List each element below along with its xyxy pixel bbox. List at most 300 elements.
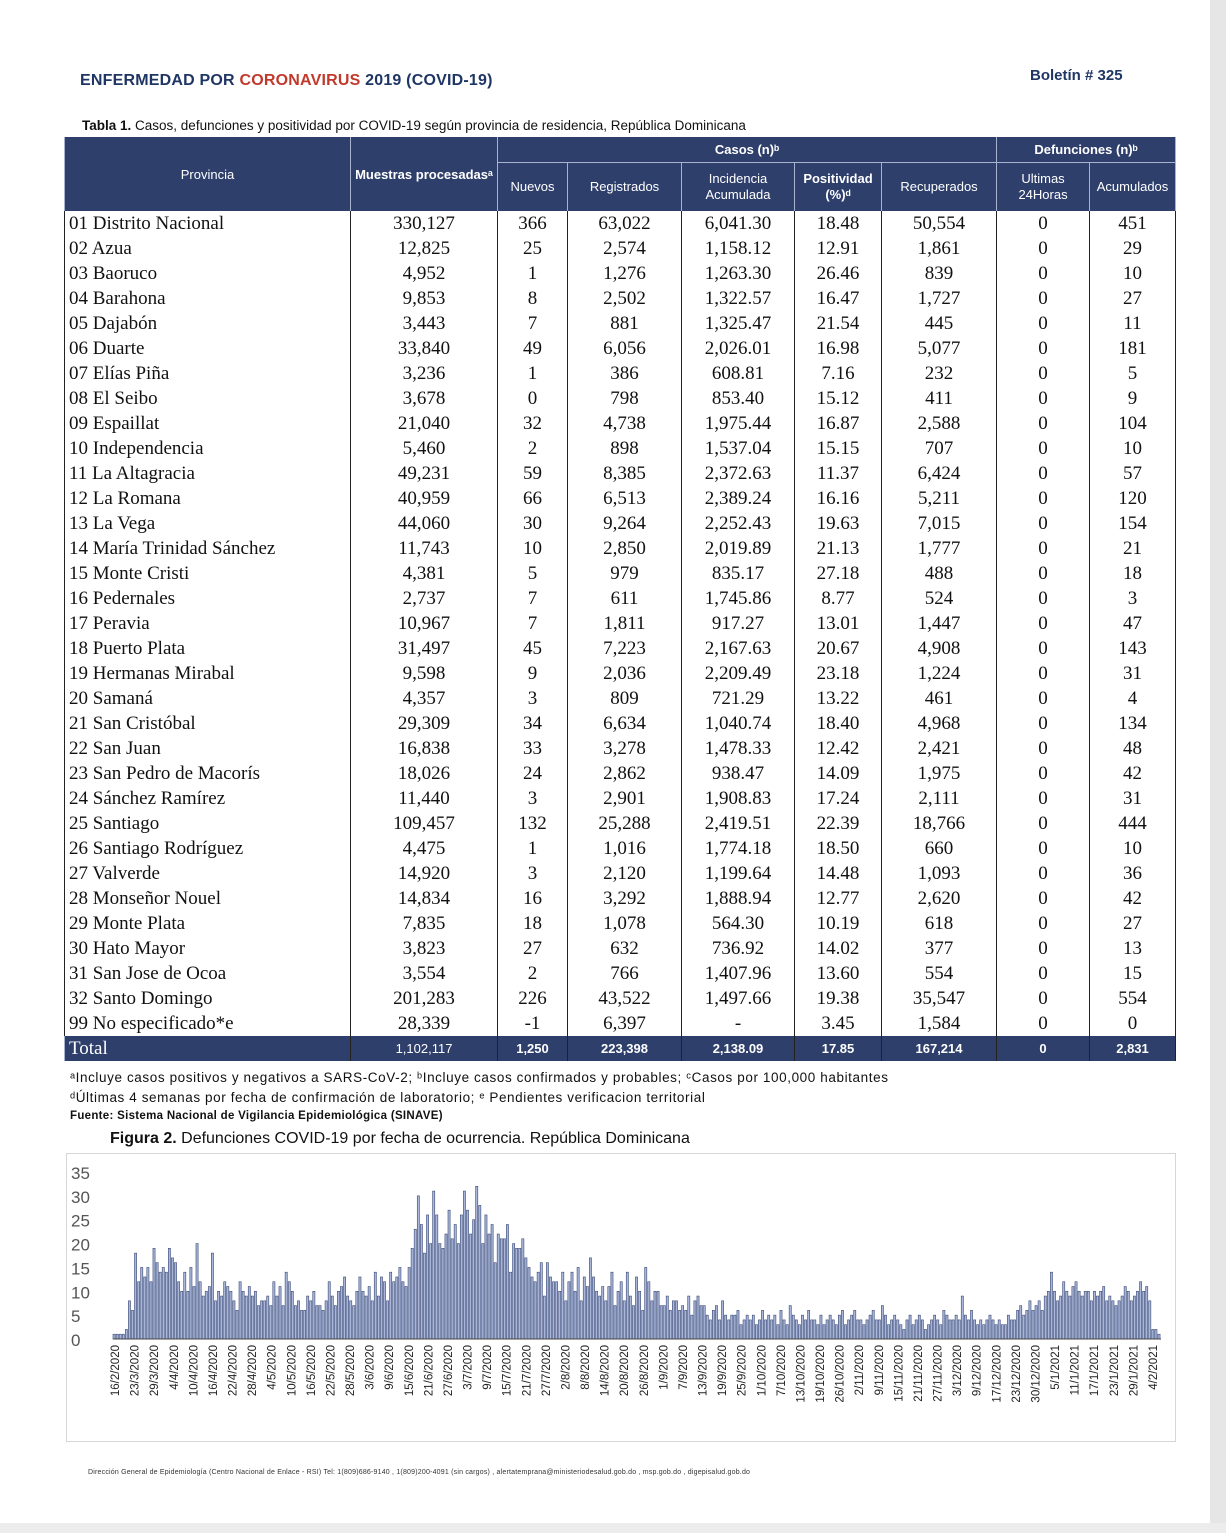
bar bbox=[368, 1287, 370, 1339]
x-tick-label: 4/5/2020 bbox=[266, 1345, 279, 1390]
bar bbox=[1060, 1296, 1062, 1339]
bar bbox=[1124, 1287, 1126, 1339]
bar bbox=[1078, 1291, 1080, 1339]
bar bbox=[857, 1320, 859, 1339]
cell-incidencia: 1,497.66 bbox=[682, 986, 795, 1011]
bar bbox=[571, 1272, 573, 1339]
bar bbox=[970, 1310, 972, 1339]
bar bbox=[887, 1325, 889, 1339]
cell-nuevos: 33 bbox=[498, 736, 568, 761]
bar bbox=[749, 1320, 751, 1339]
bar bbox=[755, 1325, 757, 1339]
bar bbox=[374, 1272, 376, 1339]
bar bbox=[1136, 1291, 1138, 1339]
cell-acumulados: 134 bbox=[1090, 711, 1176, 736]
bar bbox=[734, 1315, 736, 1339]
x-tick-label: 9/12/2020 bbox=[971, 1345, 984, 1397]
col-positividad: Positividad (%)ᵈ bbox=[795, 163, 882, 212]
table-row bbox=[65, 261, 1176, 286]
bar bbox=[875, 1320, 877, 1339]
cell-muestras: 3,823 bbox=[351, 936, 498, 961]
bar bbox=[313, 1291, 315, 1339]
cell-ultimas-24h: 0 bbox=[997, 686, 1090, 711]
table-row bbox=[65, 336, 1176, 361]
bar bbox=[423, 1253, 425, 1339]
bar bbox=[138, 1282, 140, 1339]
cell-recuperados: 2,588 bbox=[882, 411, 997, 436]
cell-muestras: 3,236 bbox=[351, 361, 498, 386]
bar bbox=[811, 1320, 813, 1339]
table-row bbox=[65, 711, 1176, 736]
cell-registrados: 881 bbox=[568, 311, 682, 336]
bar bbox=[642, 1310, 644, 1339]
x-tick-label: 9/11/2020 bbox=[873, 1345, 886, 1396]
bar bbox=[230, 1291, 232, 1339]
x-tick-label: 26/10/2020 bbox=[834, 1345, 847, 1403]
cell-acumulados: 444 bbox=[1090, 811, 1176, 836]
bar bbox=[943, 1310, 945, 1339]
cell-provincia: 99 No especificado*e bbox=[65, 1011, 351, 1036]
cell-acumulados: 104 bbox=[1090, 411, 1176, 436]
table-row bbox=[65, 786, 1176, 811]
table-row bbox=[65, 211, 1176, 236]
bar bbox=[442, 1248, 444, 1339]
bar bbox=[552, 1282, 554, 1339]
bar bbox=[592, 1277, 594, 1339]
bar bbox=[798, 1325, 800, 1339]
bulletin-number: Boletín # 325 bbox=[1030, 67, 1123, 84]
bar bbox=[162, 1267, 164, 1339]
bar bbox=[596, 1291, 598, 1339]
footnote-2: ᵈÚltimas 4 semanas por fecha de confirmación de laboratorio; ᵉ Pendientes verificacion territorial bbox=[70, 1090, 706, 1105]
x-tick-label: 14/8/2020 bbox=[599, 1345, 612, 1397]
bar bbox=[1069, 1296, 1071, 1339]
cell-recuperados: 660 bbox=[882, 836, 997, 861]
cell-provincia: 15 Monte Cristi bbox=[65, 561, 351, 586]
cell-acumulados: 42 bbox=[1090, 761, 1176, 786]
cell-provincia: 08 El Seibo bbox=[65, 386, 351, 411]
total-cell-incidencia: 2,138.09 bbox=[682, 1036, 795, 1061]
bar bbox=[792, 1315, 794, 1339]
table-row bbox=[65, 611, 1176, 636]
cell-muestras: 9,598 bbox=[351, 661, 498, 686]
bar bbox=[878, 1320, 880, 1339]
bar bbox=[602, 1287, 604, 1339]
bar bbox=[814, 1320, 816, 1339]
bar bbox=[1139, 1282, 1141, 1339]
bar bbox=[282, 1306, 284, 1339]
bar bbox=[556, 1282, 558, 1339]
bar bbox=[325, 1301, 327, 1339]
cell-acumulados: 5 bbox=[1090, 361, 1176, 386]
bar bbox=[337, 1291, 339, 1339]
bar bbox=[1017, 1310, 1019, 1339]
bar bbox=[728, 1320, 730, 1339]
bar bbox=[946, 1315, 948, 1339]
bar bbox=[433, 1191, 435, 1339]
bar bbox=[663, 1306, 665, 1339]
cell-positividad: 16.98 bbox=[795, 336, 882, 361]
bar bbox=[242, 1291, 244, 1339]
bar bbox=[783, 1320, 785, 1339]
cell-recuperados: 461 bbox=[882, 686, 997, 711]
cell-muestras: 11,440 bbox=[351, 786, 498, 811]
table-row bbox=[65, 386, 1176, 411]
cell-recuperados: 554 bbox=[882, 961, 997, 986]
bar bbox=[549, 1277, 551, 1339]
bar bbox=[470, 1234, 472, 1339]
bar bbox=[316, 1306, 318, 1339]
bar bbox=[562, 1272, 564, 1339]
bar bbox=[1063, 1282, 1065, 1339]
cell-recuperados: 707 bbox=[882, 436, 997, 461]
cell-incidencia: 1,478.33 bbox=[682, 736, 795, 761]
covid-province-table bbox=[64, 137, 1176, 1061]
bar bbox=[629, 1296, 631, 1339]
bar bbox=[1001, 1325, 1003, 1339]
table-row bbox=[65, 686, 1176, 711]
bar bbox=[934, 1315, 936, 1339]
bar bbox=[1115, 1306, 1117, 1339]
cell-muestras: 16,838 bbox=[351, 736, 498, 761]
cell-incidencia: 2,419.51 bbox=[682, 811, 795, 836]
cell-provincia: 03 Baoruco bbox=[65, 261, 351, 286]
x-tick-label: 4/4/2020 bbox=[168, 1345, 181, 1390]
bar bbox=[500, 1239, 502, 1339]
cell-incidencia: 938.47 bbox=[682, 761, 795, 786]
cell-muestras: 9,853 bbox=[351, 286, 498, 311]
cell-acumulados: 10 bbox=[1090, 261, 1176, 286]
cell-incidencia: - bbox=[682, 1011, 795, 1036]
cell-registrados: 9,264 bbox=[568, 511, 682, 536]
bar bbox=[599, 1296, 601, 1339]
x-tick-label: 27/6/2020 bbox=[442, 1345, 455, 1397]
cell-recuperados: 2,111 bbox=[882, 786, 997, 811]
cell-muestras: 12,825 bbox=[351, 236, 498, 261]
cell-incidencia: 1,040.74 bbox=[682, 711, 795, 736]
cell-registrados: 1,811 bbox=[568, 611, 682, 636]
table-row bbox=[65, 311, 1176, 336]
cell-positividad: 16.16 bbox=[795, 486, 882, 511]
y-tick-label: 35 bbox=[71, 1164, 90, 1183]
cell-nuevos: 30 bbox=[498, 511, 568, 536]
bar bbox=[116, 1334, 118, 1339]
cell-incidencia: 2,167.63 bbox=[682, 636, 795, 661]
bar bbox=[307, 1296, 309, 1339]
cell-incidencia: 1,774.18 bbox=[682, 836, 795, 861]
cell-positividad: 26.46 bbox=[795, 261, 882, 286]
bar bbox=[251, 1296, 253, 1339]
cell-positividad: 18.48 bbox=[795, 211, 882, 236]
cell-incidencia: 1,537.04 bbox=[682, 436, 795, 461]
bar bbox=[359, 1277, 361, 1339]
col-recuperados: Recuperados bbox=[882, 163, 997, 212]
cell-registrados: 809 bbox=[568, 686, 682, 711]
cell-incidencia: 2,209.49 bbox=[682, 661, 795, 686]
cell-incidencia: 736.92 bbox=[682, 936, 795, 961]
bar bbox=[436, 1215, 438, 1339]
cell-recuperados: 445 bbox=[882, 311, 997, 336]
table-row bbox=[65, 886, 1176, 911]
cell-recuperados: 5,077 bbox=[882, 336, 997, 361]
x-tick-label: 27/11/2020 bbox=[932, 1345, 945, 1402]
bar bbox=[1152, 1329, 1154, 1339]
cell-muestras: 11,743 bbox=[351, 536, 498, 561]
bar bbox=[402, 1282, 404, 1339]
bar bbox=[405, 1287, 407, 1339]
bar bbox=[841, 1310, 843, 1339]
cell-registrados: 632 bbox=[568, 936, 682, 961]
bar bbox=[221, 1296, 223, 1339]
cell-recuperados: 488 bbox=[882, 561, 997, 586]
bar bbox=[150, 1282, 152, 1339]
x-tick-label: 9/6/2020 bbox=[384, 1345, 397, 1390]
cell-nuevos: 0 bbox=[498, 386, 568, 411]
cell-ultimas-24h: 0 bbox=[997, 661, 1090, 686]
x-tick-label: 17/1/2021 bbox=[1089, 1345, 1102, 1397]
cell-registrados: 2,120 bbox=[568, 861, 682, 886]
bar bbox=[350, 1301, 352, 1339]
group-casos: Casos (n)ᵇ bbox=[498, 137, 997, 163]
bar bbox=[881, 1306, 883, 1339]
cell-nuevos: 9 bbox=[498, 661, 568, 686]
table-row bbox=[65, 961, 1176, 986]
cell-ultimas-24h: 0 bbox=[997, 636, 1090, 661]
bar bbox=[196, 1244, 198, 1339]
cell-registrados: 6,634 bbox=[568, 711, 682, 736]
bar bbox=[199, 1282, 201, 1339]
bar bbox=[826, 1320, 828, 1339]
cell-registrados: 386 bbox=[568, 361, 682, 386]
cell-recuperados: 1,584 bbox=[882, 1011, 997, 1036]
bar bbox=[454, 1224, 456, 1339]
col-acumulados: Acumulados bbox=[1090, 163, 1176, 212]
bar bbox=[125, 1329, 127, 1339]
bar bbox=[758, 1320, 760, 1339]
x-tick-label: 7/9/2020 bbox=[678, 1345, 690, 1390]
bar bbox=[586, 1287, 588, 1339]
bar bbox=[122, 1334, 124, 1339]
bar bbox=[497, 1234, 499, 1339]
x-tick-label: 1/10/2020 bbox=[756, 1345, 769, 1397]
cell-registrados: 6,397 bbox=[568, 1011, 682, 1036]
bar bbox=[264, 1301, 266, 1339]
bar bbox=[1127, 1291, 1129, 1339]
total-cell-provincia: Total bbox=[65, 1036, 351, 1061]
cell-provincia: 31 San Jose de Ocoa bbox=[65, 961, 351, 986]
cell-positividad: 20.67 bbox=[795, 636, 882, 661]
bar bbox=[817, 1325, 819, 1339]
bar bbox=[682, 1306, 684, 1339]
bar bbox=[1103, 1287, 1105, 1339]
bar bbox=[387, 1301, 389, 1339]
bar bbox=[691, 1315, 693, 1339]
cell-ultimas-24h: 0 bbox=[997, 786, 1090, 811]
cell-registrados: 4,738 bbox=[568, 411, 682, 436]
cell-nuevos: 7 bbox=[498, 311, 568, 336]
bar bbox=[722, 1301, 724, 1339]
bar bbox=[135, 1253, 137, 1339]
cell-recuperados: 1,861 bbox=[882, 236, 997, 261]
cell-muestras: 5,460 bbox=[351, 436, 498, 461]
bar bbox=[285, 1272, 287, 1339]
cell-ultimas-24h: 0 bbox=[997, 261, 1090, 286]
bar bbox=[279, 1287, 281, 1339]
cell-nuevos: 2 bbox=[498, 961, 568, 986]
bar bbox=[906, 1320, 908, 1339]
cell-recuperados: 618 bbox=[882, 911, 997, 936]
total-cell-ultimas-24h: 0 bbox=[997, 1036, 1090, 1061]
bar bbox=[694, 1301, 696, 1339]
y-tick-label: 15 bbox=[71, 1259, 90, 1279]
bar bbox=[651, 1301, 653, 1339]
x-tick-label: 19/10/2020 bbox=[815, 1345, 828, 1403]
cell-positividad: 12.77 bbox=[795, 886, 882, 911]
bar bbox=[725, 1315, 727, 1339]
bar bbox=[291, 1291, 293, 1339]
bar bbox=[608, 1287, 610, 1339]
cell-incidencia: 1,407.96 bbox=[682, 961, 795, 986]
bar bbox=[672, 1301, 674, 1339]
cell-incidencia: 1,263.30 bbox=[682, 261, 795, 286]
cell-ultimas-24h: 0 bbox=[997, 961, 1090, 986]
bar bbox=[980, 1320, 982, 1339]
bar bbox=[328, 1282, 330, 1339]
cell-acumulados: 48 bbox=[1090, 736, 1176, 761]
table-row bbox=[65, 286, 1176, 311]
bar bbox=[780, 1310, 782, 1339]
cell-nuevos: 366 bbox=[498, 211, 568, 236]
bar bbox=[848, 1320, 850, 1339]
document-title: ENFERMEDAD POR CORONAVIRUS 2019 (COVID-19) bbox=[80, 72, 493, 89]
cell-recuperados: 7,015 bbox=[882, 511, 997, 536]
cell-registrados: 25,288 bbox=[568, 811, 682, 836]
cell-positividad: 8.77 bbox=[795, 586, 882, 611]
cell-muestras: 14,920 bbox=[351, 861, 498, 886]
col-ultimas-24h: Ultimas 24Horas bbox=[997, 163, 1090, 212]
cell-nuevos: 66 bbox=[498, 486, 568, 511]
cell-ultimas-24h: 0 bbox=[997, 586, 1090, 611]
x-tick-label: 21/7/2020 bbox=[521, 1345, 534, 1397]
cell-incidencia: 2,389.24 bbox=[682, 486, 795, 511]
cell-positividad: 16.47 bbox=[795, 286, 882, 311]
cell-nuevos: 45 bbox=[498, 636, 568, 661]
bar bbox=[473, 1220, 475, 1339]
bar bbox=[648, 1282, 650, 1339]
bar bbox=[165, 1272, 167, 1339]
cell-registrados: 43,522 bbox=[568, 986, 682, 1011]
cell-recuperados: 2,421 bbox=[882, 736, 997, 761]
cell-nuevos: 25 bbox=[498, 236, 568, 261]
cell-acumulados: 4 bbox=[1090, 686, 1176, 711]
bar bbox=[589, 1258, 591, 1339]
cell-registrados: 2,574 bbox=[568, 236, 682, 261]
cell-incidencia: 2,026.01 bbox=[682, 336, 795, 361]
table-row bbox=[65, 461, 1176, 486]
bar bbox=[147, 1267, 149, 1339]
bar bbox=[1050, 1272, 1052, 1339]
bar bbox=[583, 1277, 585, 1339]
cell-registrados: 6,513 bbox=[568, 486, 682, 511]
bar bbox=[851, 1315, 853, 1339]
x-tick-label: 21/6/2020 bbox=[423, 1345, 436, 1397]
bar bbox=[248, 1287, 250, 1339]
bar bbox=[479, 1205, 481, 1339]
cell-incidencia: 2,372.63 bbox=[682, 461, 795, 486]
x-tick-label: 23/12/2020 bbox=[1010, 1345, 1023, 1403]
cell-acumulados: 10 bbox=[1090, 436, 1176, 461]
cell-registrados: 2,901 bbox=[568, 786, 682, 811]
cell-recuperados: 1,224 bbox=[882, 661, 997, 686]
bar bbox=[113, 1334, 115, 1339]
bar bbox=[952, 1320, 954, 1339]
cell-provincia: 27 Valverde bbox=[65, 861, 351, 886]
x-tick-label: 28/4/2020 bbox=[247, 1345, 260, 1397]
bar bbox=[457, 1244, 459, 1339]
cell-positividad: 18.40 bbox=[795, 711, 882, 736]
footnote-source: Fuente: Sistema Nacional de Vigilancia Epidemiológica (SINAVE) bbox=[70, 1110, 443, 1122]
bar bbox=[931, 1320, 933, 1339]
cell-ultimas-24h: 0 bbox=[997, 486, 1090, 511]
bar bbox=[187, 1291, 189, 1339]
bar bbox=[777, 1325, 779, 1339]
bar bbox=[688, 1296, 690, 1339]
cell-positividad: 13.60 bbox=[795, 961, 882, 986]
bar bbox=[466, 1210, 468, 1339]
table-row bbox=[65, 436, 1176, 461]
table-row bbox=[65, 861, 1176, 886]
bar bbox=[267, 1296, 269, 1339]
cell-muestras: 4,357 bbox=[351, 686, 498, 711]
cell-muestras: 18,026 bbox=[351, 761, 498, 786]
table-row bbox=[65, 561, 1176, 586]
bar bbox=[174, 1263, 176, 1339]
cell-positividad: 13.01 bbox=[795, 611, 882, 636]
bar bbox=[937, 1320, 939, 1339]
bar bbox=[820, 1315, 822, 1339]
cell-muestras: 44,060 bbox=[351, 511, 498, 536]
bar bbox=[832, 1320, 834, 1339]
cell-ultimas-24h: 0 bbox=[997, 461, 1090, 486]
bar bbox=[519, 1248, 521, 1339]
bar bbox=[805, 1320, 807, 1339]
cell-positividad: 21.13 bbox=[795, 536, 882, 561]
bar bbox=[974, 1320, 976, 1339]
bar bbox=[1029, 1301, 1031, 1339]
cell-acumulados: 451 bbox=[1090, 211, 1176, 236]
cell-recuperados: 4,908 bbox=[882, 636, 997, 661]
cell-ultimas-24h: 0 bbox=[997, 236, 1090, 261]
table-row bbox=[65, 1011, 1176, 1036]
cell-nuevos: 49 bbox=[498, 336, 568, 361]
x-tick-label: 3/12/2020 bbox=[952, 1345, 965, 1397]
cell-registrados: 2,862 bbox=[568, 761, 682, 786]
cell-provincia: 11 La Altagracia bbox=[65, 461, 351, 486]
cell-positividad: 27.18 bbox=[795, 561, 882, 586]
cell-registrados: 63,022 bbox=[568, 211, 682, 236]
bar bbox=[924, 1329, 926, 1339]
bar bbox=[795, 1320, 797, 1339]
cell-provincia: 13 La Vega bbox=[65, 511, 351, 536]
x-tick-label: 7/10/2020 bbox=[775, 1345, 788, 1397]
bar bbox=[534, 1282, 536, 1339]
cell-incidencia: 1,975.44 bbox=[682, 411, 795, 436]
cell-acumulados: 11 bbox=[1090, 311, 1176, 336]
cell-muestras: 21,040 bbox=[351, 411, 498, 436]
bar bbox=[838, 1315, 840, 1339]
bar bbox=[205, 1291, 207, 1339]
bar bbox=[1010, 1320, 1012, 1339]
